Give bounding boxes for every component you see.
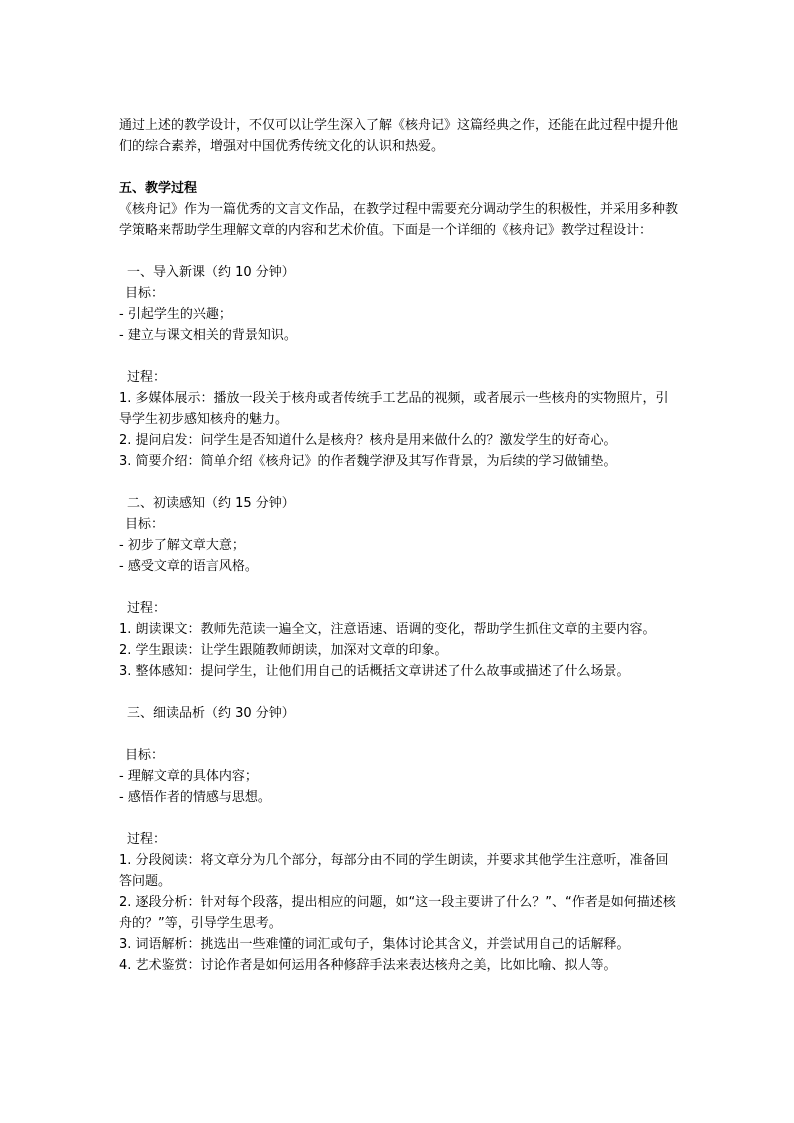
part1-step: 1. 多媒体展示：播放一段关于核舟或者传统手工艺品的视频，或者展示一些核舟的实物照片，引导学生初步感知核舟的魅力。 <box>119 391 669 427</box>
spacer <box>119 682 679 703</box>
part3-goal-item: - 感悟作者的情感与思想。 <box>119 790 271 805</box>
part2-goal-item: - 初步了解文章大意； <box>119 538 245 553</box>
spacer <box>119 472 679 493</box>
spacer <box>119 577 679 598</box>
part2-process-label: 过程： <box>127 601 167 616</box>
part2-goal-item: - 感受文章的语言风格。 <box>119 559 258 574</box>
part3-goals-label: 目标： <box>125 748 165 763</box>
part2-title: 二、初读感知（约 15 分钟） <box>127 496 295 511</box>
part3-step: 3. 词语解析：挑选出一些难懂的词汇或句子，集体讨论其含义，并尝试用自己的话解释。 <box>119 937 630 952</box>
section-intro: 《核舟记》作为一篇优秀的文言文作品，在教学过程中需要充分调动学生的积极性，并采用多种教学策略来帮助学生理解文章的内容和艺术价值。下面是一个详细的《核舟记》教学过程设计： <box>119 202 679 238</box>
part1-goal-item: - 建立与课文相关的背景知识。 <box>119 328 297 343</box>
section-heading: 五、教学过程 <box>119 181 198 196</box>
part1-process-label: 过程： <box>127 370 167 385</box>
spacer <box>119 157 679 178</box>
part2-step: 3. 整体感知：提问学生，让他们用自己的话概括文章讲述了什么故事或描述了什么场景。 <box>119 664 630 679</box>
intro-paragraph: 通过上述的教学设计，不仅可以让学生深入了解《核舟记》这篇经典之作，还能在此过程中提升他们的综合素养，增强对中国优秀传统文化的认识和热爱。 <box>119 118 679 154</box>
spacer <box>119 241 679 262</box>
spacer <box>119 346 679 367</box>
spacer <box>119 808 679 829</box>
part3-step: 4. 艺术鉴赏：讨论作者是如何运用各种修辞手法来表达核舟之美，比如比喻、拟人等。 <box>119 958 617 973</box>
part3-step: 2. 逐段分析：针对每个段落，提出相应的问题，如“这一段主要讲了什么？”、“作者是如何描述核舟的？”等，引导学生思考。 <box>119 895 676 931</box>
part3-step: 1. 分段阅读：将文章分为几个部分，每部分由不同的学生朗读，并要求其他学生注意听，准备回答问题。 <box>119 853 669 889</box>
part3-goal-item: - 理解文章的具体内容； <box>119 769 258 784</box>
part2-goals-label: 目标： <box>125 517 165 532</box>
spacer <box>119 724 679 745</box>
part1-goals-label: 目标： <box>125 286 165 301</box>
part2-step: 1. 朗读课文：教师先范读一遍全文，注意语速、语调的变化，帮助学生抓住文章的主要内容。 <box>119 622 656 637</box>
part3-title: 三、细读品析（约 30 分钟） <box>127 706 295 721</box>
part3-process-label: 过程： <box>127 832 167 847</box>
part2-step: 2. 学生跟读：让学生跟随教师朗读，加深对文章的印象。 <box>119 643 448 658</box>
part1-title: 一、导入新课（约 10 分钟） <box>127 265 295 280</box>
part1-goal-item: - 引起学生的兴趣； <box>119 307 232 322</box>
part1-step: 3. 简要介绍：简单介绍《核舟记》的作者魏学洢及其写作背景，为后续的学习做铺垫。 <box>119 454 617 469</box>
document-body <box>119 115 679 976</box>
part1-step: 2. 提问启发：问学生是否知道什么是核舟？核舟是用来做什么的？激发学生的好奇心。 <box>119 433 617 448</box>
